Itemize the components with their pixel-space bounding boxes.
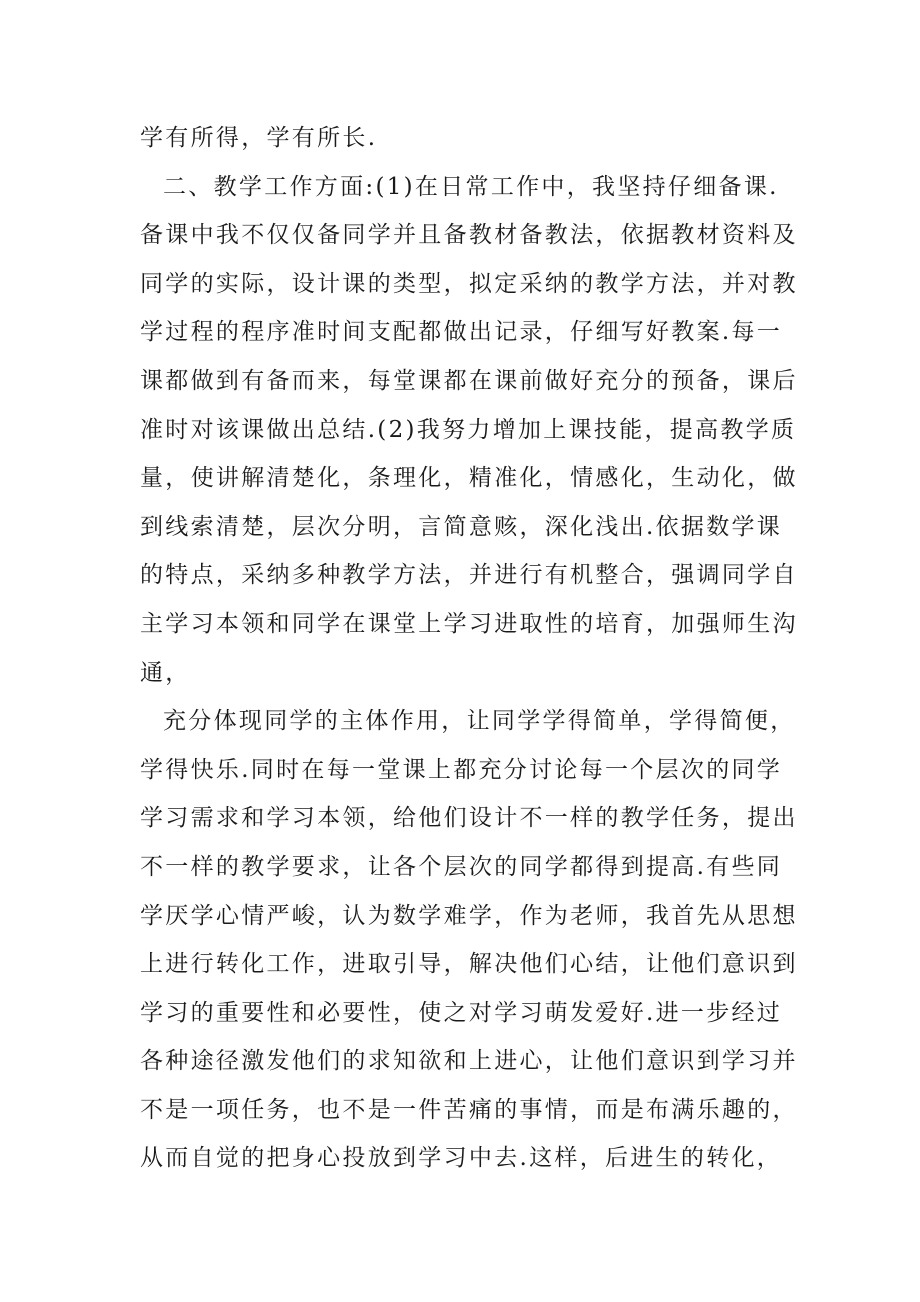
text-line: 主学习本领和同学在课堂上学习进取性的培育，加强师生沟 xyxy=(140,610,798,637)
text-line: 充分体现同学的主体作用，让同学学得简单，学得简便， xyxy=(163,708,796,735)
text-line: 同学的实际，设计课的类型，拟定采纳的教学方法，并对教 xyxy=(140,270,798,297)
text-line: 通， xyxy=(140,659,191,686)
text-line: 到线索清楚，层次分明，言简意赅，深化浅出.依据数学课 xyxy=(140,513,783,540)
text-line: 从而自觉的把身心投放到学习中去.这样，后进生的转化， xyxy=(140,1145,783,1172)
text-line: 二、教学工作方面:(1)在日常工作中，我坚持仔细备课. xyxy=(163,173,779,200)
text-line: 备课中我不仅仅备同学并且备教材备教法，依据教材资料及 xyxy=(140,222,798,249)
text-line: 学过程的程序准时间支配都做出记录，仔细写好教案.每一 xyxy=(140,319,783,346)
text-line: 学习的重要性和必要性，使之对学习萌发爱好.进一步经过 xyxy=(140,999,783,1026)
text-line: 学得快乐.同时在每一堂课上都充分讨论每一个层次的同学 xyxy=(140,756,783,783)
document-body xyxy=(140,114,798,1183)
text-line: 各种途径激发他们的求知欲和上进心，让他们意识到学习并 xyxy=(140,1048,798,1075)
text-line: 学厌学心情严峻，认为数学难学，作为老师，我首先从思想 xyxy=(140,902,798,929)
text-line: 学有所得，学有所长. xyxy=(140,125,378,151)
text-line: 课都做到有备而来，每堂课都在课前做好充分的预备，课后 xyxy=(140,367,798,394)
text-line: 的特点，采纳多种教学方法，并进行有机整合，强调同学自 xyxy=(140,562,798,589)
text-line: 不是一项任务，也不是一件苦痛的事情，而是布满乐趣的， xyxy=(140,1096,798,1123)
text-line: 不一样的教学要求，让各个层次的同学都得到提高.有些同 xyxy=(140,853,783,880)
text-line: 学习需求和学习本领，给他们设计不一样的教学任务，提出 xyxy=(140,805,798,832)
text-line: 上进行转化工作，进取引导，解决他们心结，让他们意识到 xyxy=(140,951,798,978)
text-line: 量，使讲解清楚化，条理化，精准化，情感化，生动化，做 xyxy=(140,465,798,492)
text-line: 准时对该课做出总结.(2)我努力增加上课技能，提高教学质 xyxy=(140,416,797,443)
